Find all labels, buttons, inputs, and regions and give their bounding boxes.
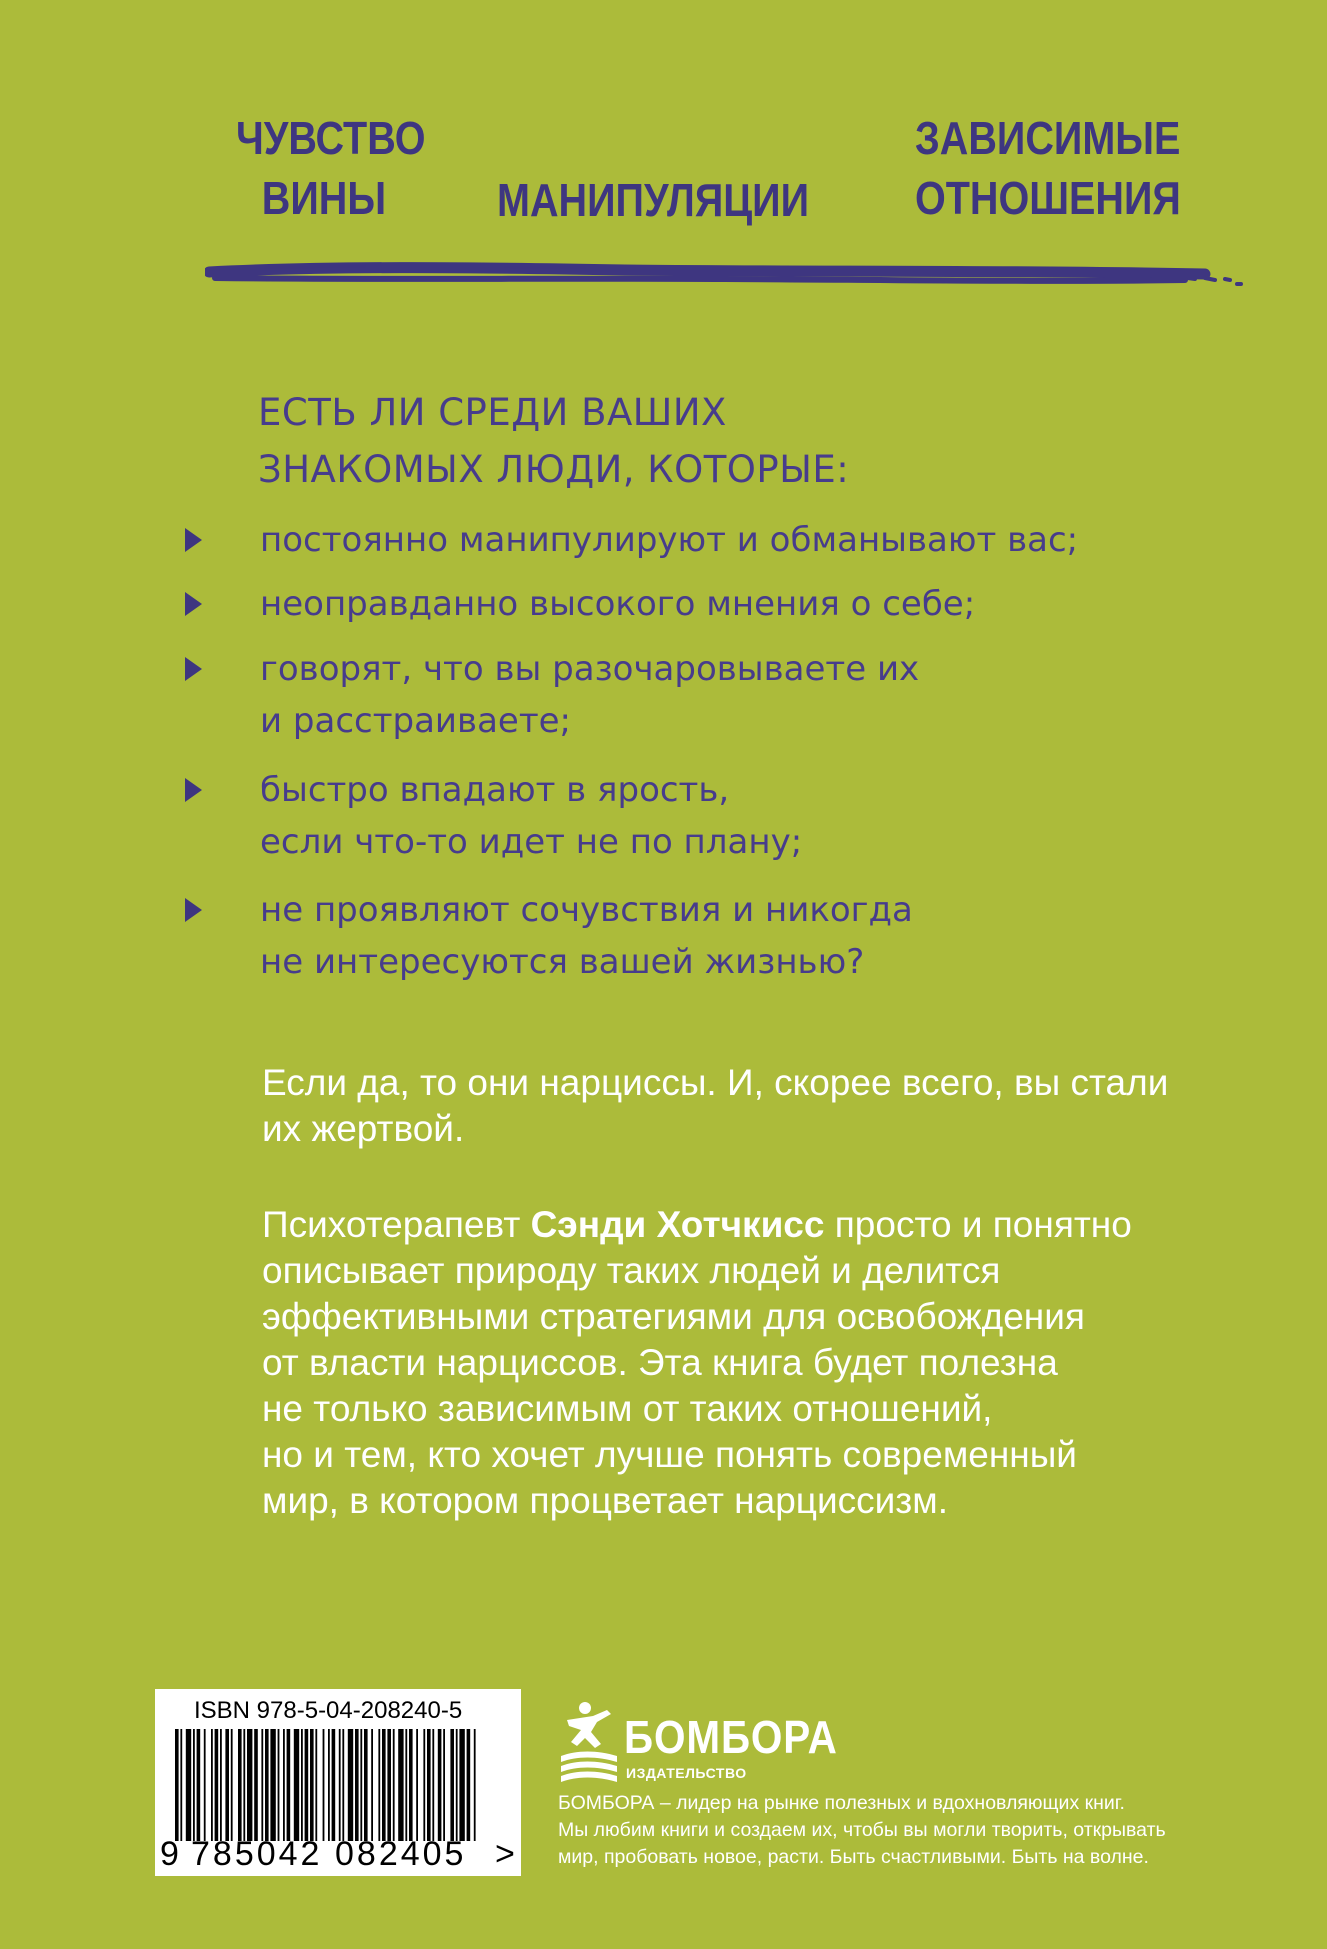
description-line5: не только зависимым от таких отношений,	[262, 1388, 993, 1429]
intro-line1: Если да, то они нарциссы. И, скорее всего, вы стали	[262, 1062, 1169, 1103]
isbn-number: ISBN 978-5-04-208240-5	[194, 1697, 463, 1724]
barcode-group2: 082405	[335, 1835, 467, 1873]
barcode-first-digit: 9	[160, 1835, 179, 1873]
intro-line2: их жертвой.	[262, 1108, 465, 1149]
bullet-text: постоянно манипулируют и обманывают вас;	[260, 520, 1079, 560]
bullet-text: говорят, что вы разочаровываете их	[260, 649, 920, 689]
barcode-group1: 785042	[191, 1835, 323, 1873]
bullet-text: не интересуются вашей жизнью?	[260, 942, 865, 982]
description-line6: но и тем, кто хочет лучше понять современный	[262, 1434, 1077, 1475]
bullet-text: если что-то идет не по плану;	[260, 822, 803, 862]
triangle-bullet-icon	[185, 592, 202, 616]
intro-paragraph	[262, 1060, 1168, 1152]
topic-guilt	[236, 108, 426, 228]
triangle-bullet-icon	[185, 778, 202, 802]
publisher-subtitle: ИЗДАТЕЛЬСТВО	[626, 1765, 747, 1781]
topic-dependent-relationships	[915, 108, 1181, 228]
bullet-text: и расстраиваете;	[260, 701, 571, 741]
question-line2: ЗНАКОМЫХ ЛЮДИ, КОТОРЫЕ:	[258, 448, 850, 491]
publisher-desc-line2: Мы любим книги и создаем их, чтобы вы могли творить, открывать	[558, 1819, 1166, 1841]
topic-dependent-line1: ЗАВИСИМЫЕ	[915, 112, 1181, 164]
brush-stroke-divider	[205, 258, 1245, 294]
topic-dependent-line2: ОТНОШЕНИЯ	[915, 172, 1181, 224]
description-line4: от власти нарциссов. Эта книга будет полезна	[262, 1342, 1058, 1383]
triangle-bullet-icon	[185, 657, 202, 681]
publisher-desc-line3: мир, пробовать новое, расти. Быть счастливыми. Быть на волне.	[558, 1846, 1149, 1868]
bullet-text: быстро впадают в ярость,	[260, 770, 730, 810]
description-text: просто и понятно	[824, 1204, 1132, 1245]
publisher-desc-line1: БОМБОРА – лидер на рынке полезных и вдохновляющих книг.	[558, 1792, 1125, 1814]
description-line1	[262, 1202, 1132, 1248]
bullet-text: неоправданно высокого мнения о себе;	[260, 584, 976, 624]
barcode-label	[155, 1689, 521, 1876]
bombora-surfer-logo-icon	[557, 1700, 621, 1790]
triangle-bullet-icon	[185, 528, 202, 552]
description-text: Психотерапевт	[262, 1204, 531, 1245]
bullet-text: не проявляют сочувствия и никогда	[260, 890, 913, 930]
barcode-end-mark: >	[495, 1835, 515, 1873]
topic-guilt-line1: ЧУВСТВО	[236, 112, 426, 164]
publisher-name: БОМБОРА	[624, 1711, 838, 1763]
description-line7: мир, в котором процветает нарциссизм.	[262, 1480, 948, 1521]
description-line2: описывает природу таких людей и делится	[262, 1250, 1001, 1291]
barcode-icon	[175, 1729, 485, 1841]
author-name: Сэнди Хотчкисс	[530, 1204, 825, 1245]
topic-manipulation: МАНИПУЛЯЦИИ	[497, 174, 810, 226]
topic-guilt-line2: ВИНЫ	[261, 172, 387, 224]
question-heading	[258, 384, 849, 498]
description-paragraph	[262, 1202, 1132, 1524]
question-line1: ЕСТЬ ЛИ СРЕДИ ВАШИХ	[258, 391, 727, 434]
triangle-bullet-icon	[185, 898, 202, 922]
description-line3: эффективными стратегиями для освобождения	[262, 1296, 1085, 1337]
publisher-description	[558, 1790, 1166, 1871]
